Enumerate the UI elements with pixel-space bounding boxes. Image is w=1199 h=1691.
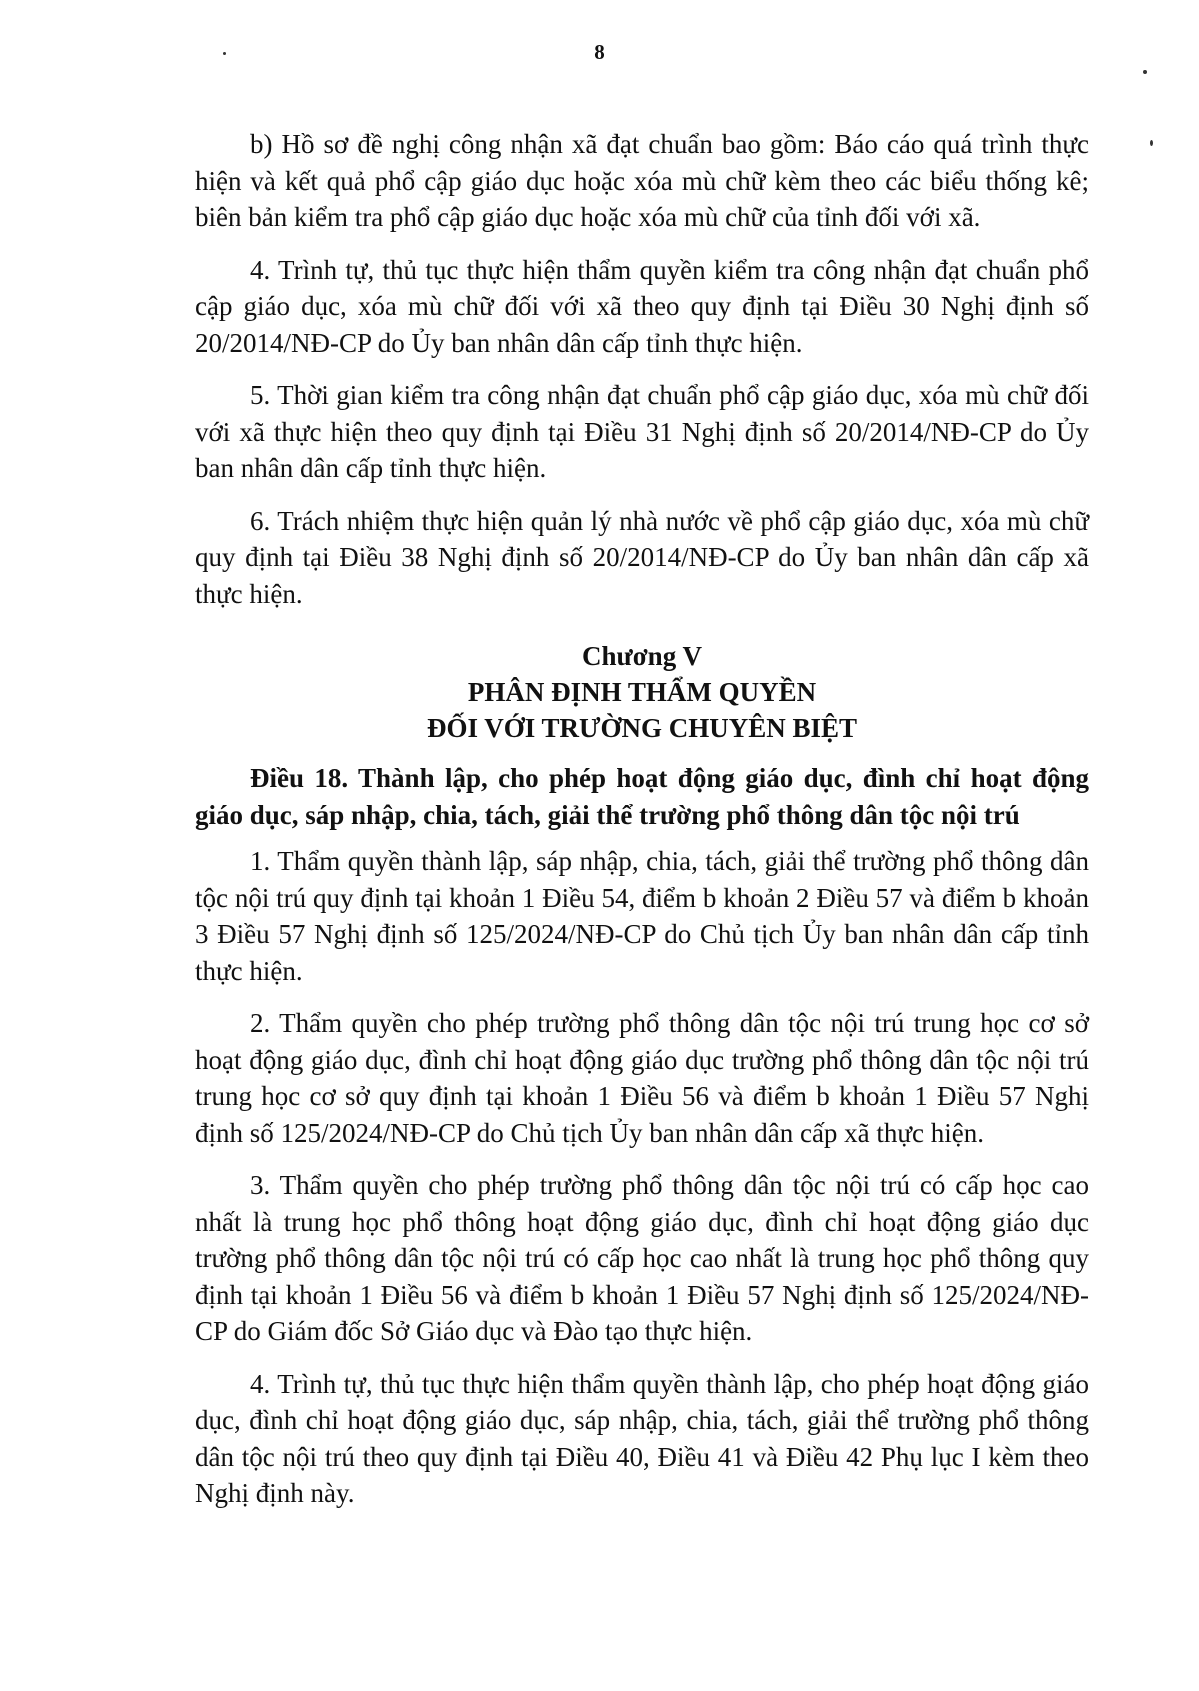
page-number: 8 bbox=[594, 40, 605, 64]
article-18-clause-1: 1. Thẩm quyền thành lập, sáp nhập, chia, tách, giải thể trường phổ thông dân tộc nội trú quy định tại khoản 1 Điều 54, điểm b khoản 2 Điều 57 và điểm b khoản 3 Điều 57 Nghị định số 125/2024/NĐ-CP do Chủ tịch Ủy ban nhân dân cấp tỉnh thực hiện. bbox=[195, 846, 1089, 986]
article-18-clause-4: 4. Trình tự, thủ tục thực hiện thẩm quyền thành lập, cho phép hoạt động giáo dục, đình chỉ hoạt động giáo dục, sáp nhập, chia, tách, giải thể trường phổ thông dân tộc nội trú theo quy định tại Điều 40, Điều 41 và Điều 42 Phụ lục I kèm theo Nghị định này. bbox=[195, 1368, 1089, 1508]
scan-speck bbox=[1143, 70, 1147, 74]
document-body bbox=[195, 126, 1089, 1512]
article-18-clause-3: 3. Thẩm quyền cho phép trường phổ thông dân tộc nội trú có cấp học cao nhất là trung học phổ thông hoạt động giáo dục, đình chỉ hoạt động giáo dục trường phổ thông dân tộc nội trú có cấp học cao nhất là trung học phổ thông quy định tại khoản 1 Điều 56 và điểm b khoản 1 Điều 57 Nghị định số 125/2024/NĐ-CP do Giám đốc Sở Giáo dục và Đào tạo thực hiện. bbox=[195, 1170, 1089, 1346]
chapter-heading bbox=[195, 638, 1089, 746]
scan-speck bbox=[223, 52, 226, 55]
article-18-heading: Điều 18. Thành lập, cho phép hoạt động giáo dục, đình chỉ hoạt động giáo dục, sáp nhập, chia, tách, giải thể trường phổ thông dân tộc nội trú bbox=[195, 763, 1089, 830]
chapter-title-line2: ĐỐI VỚI TRƯỜNG CHUYÊN BIỆT bbox=[426, 713, 858, 743]
paragraph-5-inspection-time: 5. Thời gian kiểm tra công nhận đạt chuẩn phổ cập giáo dục, xóa mù chữ đối với xã thực hiện theo quy định tại Điều 31 Nghị định số 20/2014/NĐ-CP do Ủy ban nhân dân cấp tỉnh thực hiện. bbox=[195, 380, 1089, 483]
paragraph-b-dossier: b) Hồ sơ đề nghị công nhận xã đạt chuẩn bao gồm: Báo cáo quá trình thực hiện và kết quả phổ cập giáo dục hoặc xóa mù chữ kèm theo các biểu thống kê; biên bản kiểm tra phổ cập giáo dục hoặc xóa mù chữ của tỉnh đối với xã. bbox=[195, 129, 1089, 232]
chapter-title-line1: PHÂN ĐỊNH THẨM QUYỀN bbox=[467, 677, 817, 707]
paragraph-4-procedure: 4. Trình tự, thủ tục thực hiện thẩm quyền kiểm tra công nhận đạt chuẩn phổ cập giáo dục, xóa mù chữ đối với xã theo quy định tại Điều 30 Nghị định số 20/2014/NĐ-CP do Ủy ban nhân dân cấp tỉnh thực hiện. bbox=[195, 254, 1089, 358]
chapter-label: Chương V bbox=[582, 641, 702, 671]
paragraph-6-responsibility: 6. Trách nhiệm thực hiện quản lý nhà nước về phổ cập giáo dục, xóa mù chữ quy định tại Điều 38 Nghị định số 20/2014/NĐ-CP do Ủy ban nhân dân cấp xã thực hiện. bbox=[195, 505, 1089, 609]
scan-speck bbox=[1150, 140, 1153, 146]
article-18-clause-2: 2. Thẩm quyền cho phép trường phổ thông dân tộc nội trú trung học cơ sở hoạt động giáo dục, đình chỉ hoạt động giáo dục trường phổ thông dân tộc nội trú trung học cơ sở quy định tại khoản 1 Điều 56 và điểm b khoản 1 Điều 57 Nghị định số 125/2024/NĐ-CP do Chủ tịch Ủy ban nhân dân cấp xã thực hiện. bbox=[195, 1008, 1089, 1148]
